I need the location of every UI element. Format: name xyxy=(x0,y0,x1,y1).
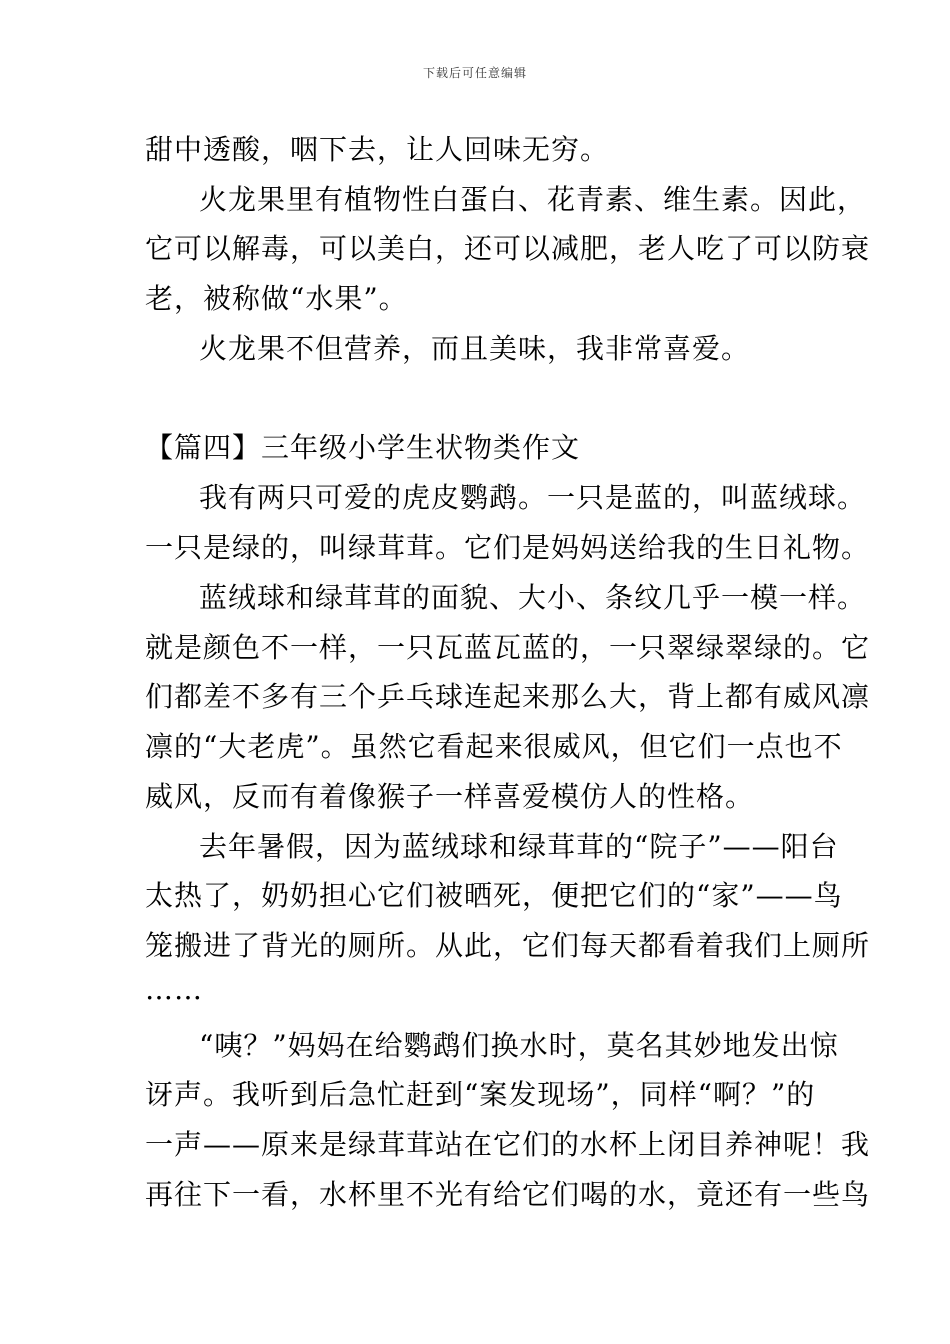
text-line: 威风，反而有着像猴子一样喜爱模仿人的性格。 xyxy=(145,780,755,813)
text-line: 它可以解毒，可以美白，还可以减肥，老人吃了可以防衰 xyxy=(145,232,871,265)
text-line: 一只是绿的，叫绿茸茸。它们是妈妈送给我的生日礼物。 xyxy=(145,531,871,564)
text-line: 蓝绒球和绿茸茸的面貌、大小、条纹几乎一模一样。 xyxy=(199,581,867,614)
text-line: 甜中透酸，咽下去，让人回味无穷。 xyxy=(145,133,610,166)
text-line: 我有两只可爱的虎皮鹦鹉。一只是蓝的，叫蓝绒球。 xyxy=(199,481,867,514)
text-line: 笼搬进了背光的厕所。从此，它们每天都看着我们上厕所 xyxy=(145,929,871,962)
text-line: 太热了，奶奶担心它们被晒死，便把它们的“家”——鸟 xyxy=(145,879,843,912)
text-line: 讶声。我听到后急忙赶到“案发现场”，同样“啊？”的 xyxy=(145,1078,816,1111)
text-line: …… xyxy=(145,973,203,1006)
text-line: 火龙果不但营养，而且美味，我非常喜爱。 xyxy=(199,332,751,365)
page-header: 下载后可任意编辑 xyxy=(422,66,527,80)
text-line: 再往下一看，水杯里不光有给它们喝的水，竟还有一些鸟 xyxy=(145,1178,871,1211)
text-line: 就是颜色不一样，一只瓦蓝瓦蓝的，一只翠绿翠绿的。它 xyxy=(145,631,871,664)
text-line: “咦？”妈妈在给鹦鹉们换水时，莫名其妙地发出惊 xyxy=(199,1029,839,1062)
text-line: 们都差不多有三个乒乓球连起来那么大，背上都有威风凛 xyxy=(145,680,871,713)
text-line: 去年暑假，因为蓝绒球和绿茸茸的“院子”——阳台 xyxy=(199,830,839,863)
text-line: 凛的“大老虎”。虽然它看起来很威风，但它们一点也不 xyxy=(145,730,843,763)
text-line: 老，被称做“水果”。 xyxy=(145,282,408,315)
section-heading: 【篇四】三年级小学生状物类作文 xyxy=(145,431,581,464)
text-line: 火龙果里有植物性白蛋白、花青素、维生素。因此， xyxy=(199,183,867,216)
text-line: 一声——原来是绿茸茸站在它们的水杯上闭目养神呢！我 xyxy=(145,1128,871,1161)
